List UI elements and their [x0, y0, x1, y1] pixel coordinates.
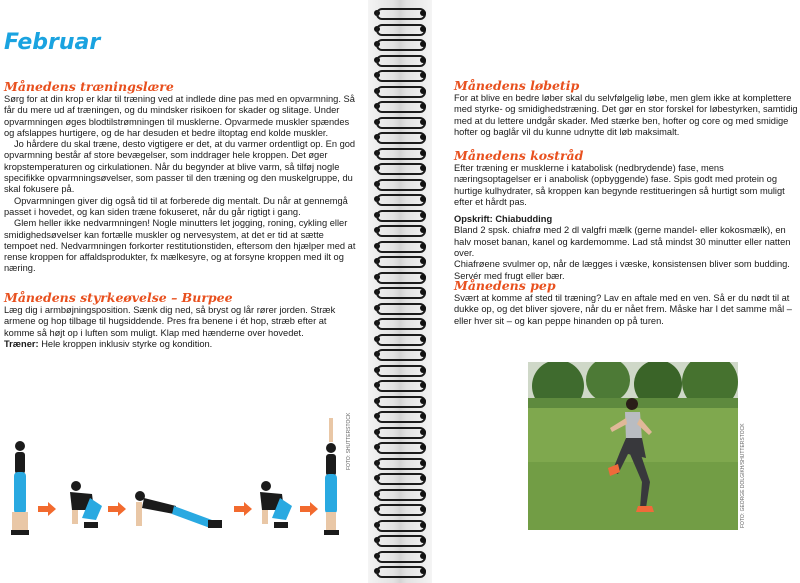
spiral-ring — [376, 347, 424, 361]
spiral-ring — [376, 301, 424, 315]
right-page — [432, 0, 800, 583]
spiral-ring — [376, 332, 424, 346]
spiral-ring — [376, 115, 424, 129]
spiral-ring — [376, 394, 424, 408]
trainer-text: Hele kroppen inklusiv styrke og kondition. — [41, 338, 213, 349]
spiral-ring — [376, 37, 424, 51]
spiral-ring — [376, 378, 424, 392]
squat-figure — [260, 481, 292, 528]
diet-section — [454, 148, 798, 282]
spiral-ring — [376, 316, 424, 330]
plank-figure — [135, 491, 222, 528]
spiral-binding — [368, 0, 432, 583]
spiral-ring — [376, 549, 424, 563]
strength-body: Læg dig i armbøjningsposition. Sænk dig ned, så bryst og lår rører jorden. Stræk armene og hop tilbage til hugsiddende. Pres fra benene i ét hop, stræb efter at komme så højt op i luften som muligt. Klap med hænderne over hovedet. — [4, 305, 336, 338]
motivation-heading: Månedens pep — [454, 278, 556, 293]
spiral-ring — [376, 285, 424, 299]
spiral-ring — [376, 84, 424, 98]
strength-heading: Månedens styrkeøvelse – Burpee — [4, 290, 233, 305]
spiral-ring — [376, 68, 424, 82]
spiral-ring — [376, 22, 424, 36]
jump-figure — [324, 418, 339, 535]
spiral-ring — [376, 239, 424, 253]
spiral-ring — [376, 130, 424, 144]
spiral-ring — [376, 518, 424, 532]
training-paragraph: Opvarmningen giver dig også tid til at forberede dig mentalt. Du når at gennemgå passet i hovedet, og kan siden træne fokuseret, når du går rigtigt i gang. — [4, 195, 348, 217]
spiral-ring — [376, 99, 424, 113]
recipe-step: Chiafrøene svulmer op, når de lægges i væske, konsistensen bliver som budding. Servér med frugt eller bær. — [454, 259, 790, 281]
photo-credit: FOTO: GEORGE DOLGIKH/SHUTTERSTOCK — [740, 423, 746, 528]
arrow-icon — [108, 502, 126, 516]
spiral-ring — [376, 254, 424, 268]
recipe-step: Bland 2 spsk. chiafrø med 2 dl valgfri mælk (gerne mandel- eller kokosmælk), en halv moset banan, kanel og kardemomme. Lad stå mindst 30 minutter eller natten over. — [454, 225, 791, 259]
spiral-ring — [376, 6, 424, 20]
spiral-ring — [376, 564, 424, 578]
photo-credit: FOTO: SHUTTERSTOCK — [346, 412, 352, 470]
spiral-ring — [376, 177, 424, 191]
diet-body: Efter træning er musklerne i katabolisk (nedbrydende) fase, mens næringsoptagelser er i anabolisk (opbyggende) fase. Spis godt med protein og hurtige kulhydrater, så kroppen kan begynde restitueringen så hurtigt som muligt efter et hårdt pas. — [454, 163, 785, 207]
arrow-icon — [300, 502, 318, 516]
training-paragraph: Glem heller ikke nedvarmningen! Nogle minutters let jogging, roning, cykling eller smidighedsøvelser kan fortælle muskler og nervesystem, at det er tid at sætte tempoet ned. Nedvarmningen forkorter restitutionstiden, eftersom den hjælper med at rense kroppen for affaldsprodukter, fx mælkesyre, og at forsyne kroppen med ilt og næring. — [4, 218, 356, 274]
spiral-ring — [376, 192, 424, 206]
month-title: Februar — [4, 30, 101, 55]
spiral-ring — [376, 146, 424, 160]
spiral-ring — [376, 425, 424, 439]
motivation-body: Svært at komme af sted til træning? Lav en aftale med en ven. Så er du nødt til at dukke op, og det bliver sjovere, når du er nået frem. Måske har I det samme mål – eller hver sit – og kan peppe hinanden op på turen. — [454, 293, 792, 326]
trainer-label: Træner: — [4, 338, 39, 349]
burpee-illustration — [0, 410, 360, 550]
training-section — [4, 79, 356, 275]
spiral-ring — [376, 533, 424, 547]
motivation-section — [454, 278, 798, 327]
spiral-ring — [376, 53, 424, 67]
squat-figure — [70, 481, 102, 528]
spiral-ring — [376, 471, 424, 485]
spiral-ring — [376, 440, 424, 454]
running-tip-body: For at blive en bedre løber skal du selvfølgelig løbe, men glem ikke at komplettere med styrke- og smidighedstræning. Det gør en stor forskel for løbestyrken, samtidig med at du lettere undgår skader. Med stærke ben, hofter og core og med smidige hofter og baglår vil du kunne udnytte dit løb maksimalt. — [454, 93, 798, 137]
running-tip-section — [454, 78, 798, 138]
spiral-ring — [376, 223, 424, 237]
spiral-ring — [376, 161, 424, 175]
woman-jogging-photo — [528, 362, 738, 530]
arrow-icon — [38, 502, 56, 516]
diet-heading: Månedens kostråd — [454, 148, 584, 163]
arrow-icon — [234, 502, 252, 516]
recipe-title: Opskrift: Chiabudding — [454, 214, 553, 225]
spiral-ring — [376, 456, 424, 470]
training-paragraph: Jo hårdere du skal træne, desto vigtigere er det, at du varmer ordentligt op. En god opvarmning består af store bevægelser, som inddrager hele kroppen. Det øger kropstemperaturen og cirkulationen. Når du begynder at blive varm, så tilføj nogle specifikke opvarmningsøvelser, som passer til den træning og den muskelgruppe, du skal fokusere på. — [4, 139, 356, 195]
left-page — [0, 0, 368, 583]
trainer-line — [4, 339, 356, 350]
running-tip-heading: Månedens løbetip — [454, 78, 580, 93]
spiral-ring — [376, 363, 424, 377]
spiral-ring — [376, 409, 424, 423]
spiral-ring — [376, 270, 424, 284]
standing-figure — [11, 441, 29, 535]
training-paragraph: Sørg for at din krop er klar til træning ved at indlede dine pas med en opvarmning. Så får du mere ud af træningen, og du mindsker risikoen for skader og slitage. Under opvarmningen øges blodtilstrømningen til musklerne. Opvarmede muskler spændes og afslappes hurtigere, og de har desuden et bedre iltoptag end kolde muskler. — [4, 94, 355, 138]
spiral-ring — [376, 502, 424, 516]
strength-section — [4, 290, 356, 350]
spiral-ring — [376, 208, 424, 222]
spiral-ring — [376, 487, 424, 501]
training-heading: Månedens træningslære — [4, 79, 174, 94]
